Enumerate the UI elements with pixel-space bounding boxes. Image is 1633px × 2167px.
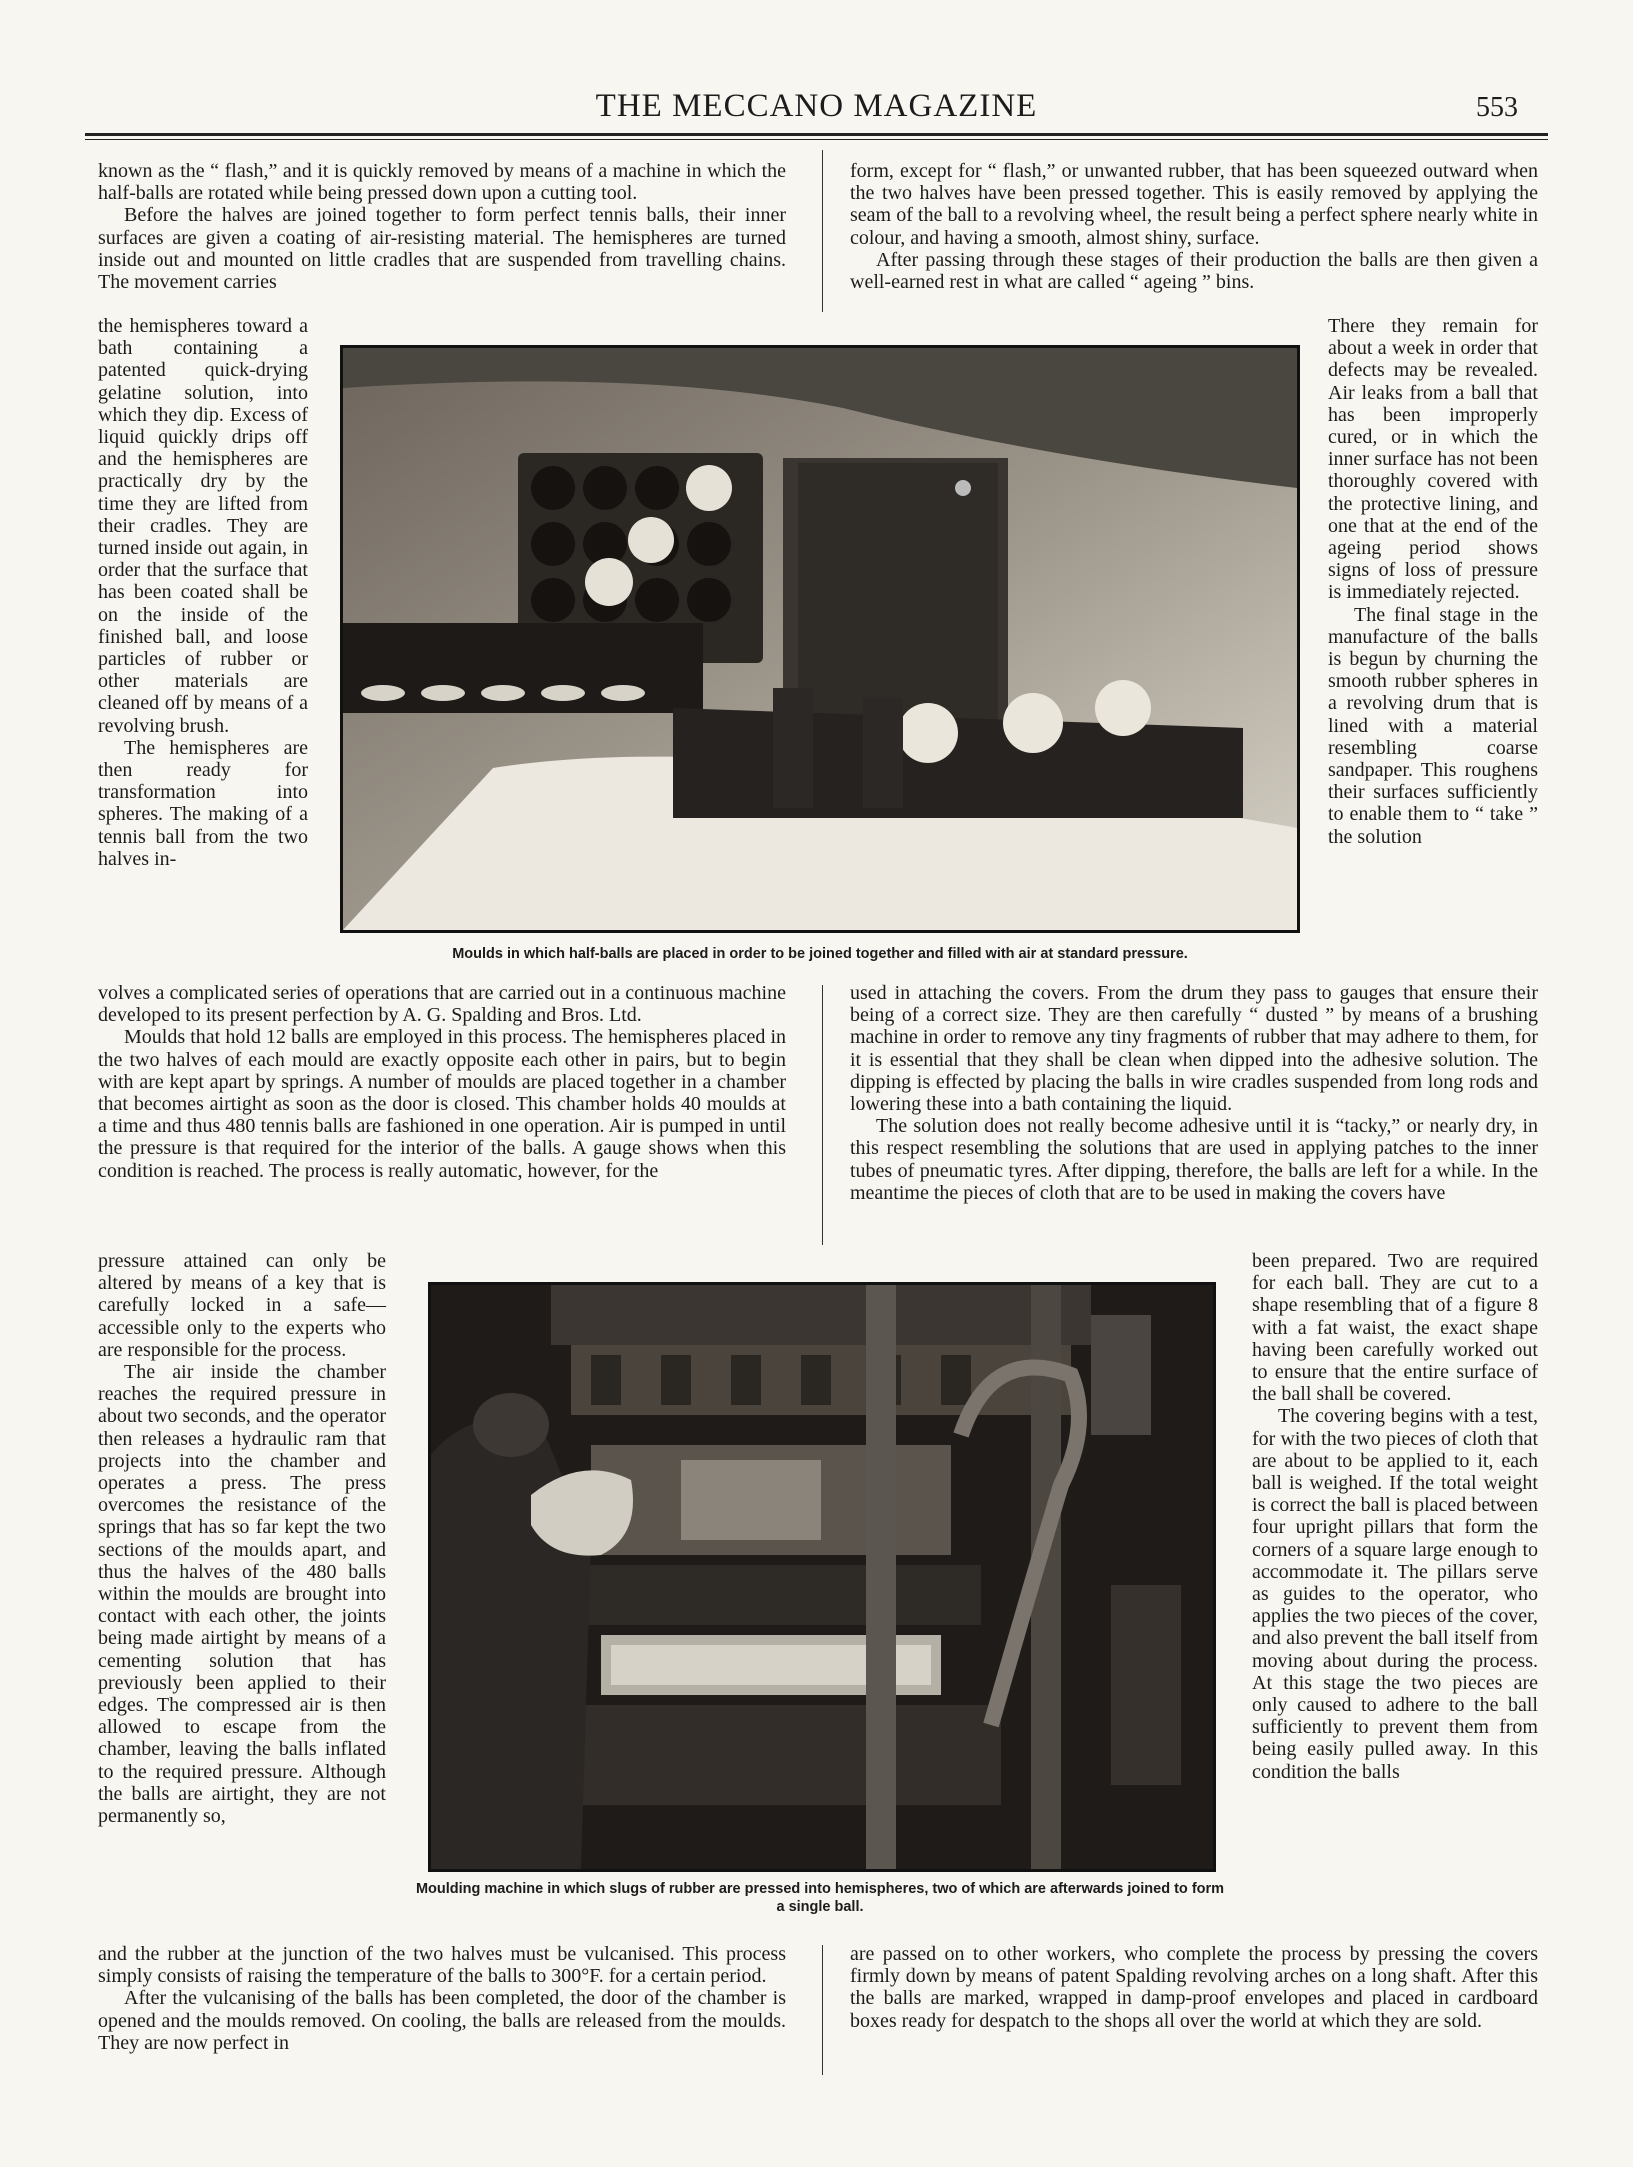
- paragraph: the hemispheres toward a bath containing a patented quick-drying gelatine solution, into which they dip. Excess of liquid quickly drips off and the hemispheres are practically dry by the time they are lifted from their cradles. They are turned inside out again, in order that the surface that has been coated shall be on the inside of the finished ball, and loose particles of rubber or other materials are cleaned off by means of a revolving brush.: [98, 315, 308, 737]
- body-text-right-top: [850, 160, 1538, 293]
- column-divider: [822, 1945, 823, 2075]
- body-text-right-narrow-2: [1252, 1250, 1538, 1783]
- paragraph: The hemispheres are then ready for transformation into spheres. The making of a tennis ball from the two halves in-: [98, 736, 308, 870]
- body-text-left-narrow: [98, 315, 308, 870]
- photo-moulding-machine-caption: Moulding machine in which slugs of rubber are pressed into hemispheres, two of which are afterwards joined to form a single ball.: [415, 1881, 1225, 1915]
- paragraph: and the rubber at the junction of the two halves must be vulcanised. This process simply consists of raising the temperature of the balls to 300°F. for a certain period.: [98, 1943, 786, 1988]
- photo-moulds: [340, 345, 1300, 933]
- page-number: 553: [1476, 92, 1518, 123]
- paragraph: are passed on to other workers, who complete the process by pressing the covers firmly down by means of patent Spalding revolving arches on a long shaft. After this the balls are marked, wrapped in damp-proof envelopes and placed in cardboard boxes ready for despatch to the shops all over the world at which they are sold.: [850, 1943, 1538, 2032]
- body-text-left-narrow-2: [98, 1250, 386, 1827]
- magazine-title: THE MECCANO MAGAZINE: [595, 88, 1038, 124]
- paragraph: After passing through these stages of their production the balls are then given a well-earned rest in what are called “ ageing ” bins.: [850, 248, 1538, 294]
- body-text-left-top: [98, 160, 786, 293]
- paragraph: volves a complicated series of operations that are carried out in a continuous machine developed to its present perfection by A. G. Spalding and Bros. Ltd.: [98, 982, 786, 1027]
- body-text-left-bottom: [98, 1943, 786, 2054]
- paragraph: known as the “ flash,” and it is quickly removed by means of a machine in which the half-balls are rotated while being pressed down upon a cutting tool.: [98, 160, 786, 205]
- paragraph: After the vulcanising of the balls has been completed, the door of the chamber is opened and the moulds removed. On cooling, the balls are released from the moulds. They are now perfect in: [98, 1987, 786, 2054]
- photo-moulding-machine: [428, 1282, 1216, 1872]
- photo-moulds-caption: Moulds in which half-balls are placed in order to be joined together and filled with air at standard pressure.: [452, 946, 1188, 962]
- paragraph: Moulds that hold 12 balls are employed in this process. The hemispheres placed in the two halves of each mould are exactly opposite each other in pairs, but to begin with are kept apart by springs. A number of moulds are placed together in a chamber that becomes airtight as soon as the door is closed. This chamber holds 40 moulds at a time and thus 480 tennis balls are fashioned in one operation. Air is pumped in until the pressure is that required for the interior of the balls. A gauge shows when this condition is reached. The process is really automatic, however, for the: [98, 1026, 786, 1182]
- paragraph: The final stage in the manufacture of the balls is begun by churning the smooth rubber spheres in a revolving drum that is lined with a material resembling coarse sandpaper. This roughens their surfaces sufficiently to enable them to “ take ” the solution: [1328, 603, 1538, 848]
- body-text-right-middle: [850, 982, 1538, 1204]
- paragraph: The solution does not really become adhesive until it is “tacky,” or nearly dry, in this respect resembling the solutions that are used in applying patches to the inner tubes of pneumatic tyres. After dipping, therefore, the balls are left for a while. In the meantime the pieces of cloth that are to be used in making the covers have: [850, 1115, 1538, 1204]
- column-divider: [822, 985, 823, 1245]
- body-text-right-narrow: [1328, 315, 1538, 848]
- header-rule-thin: [85, 139, 1548, 140]
- body-text-left-middle: [98, 982, 786, 1182]
- paragraph: used in attaching the covers. From the drum they pass to gauges that ensure their being of a correct size. They are then carefully “ dusted ” by means of a brushing machine in order to remove any tiny fragments of rubber that may adhere to them, for it is essential that they shall be clean when dipped into the adhesive solution. The dipping is effected by placing the balls in wire cradles suspended from long rods and lowering these into a bath containing the liquid.: [850, 982, 1538, 1116]
- paragraph: been prepared. Two are required for each ball. They are cut to a shape resembling that of a figure 8 with a fat waist, the exact shape having been carefully worked out to ensure that the entire surface of the ball shall be covered.: [1252, 1250, 1538, 1406]
- paragraph: The air inside the chamber reaches the required pressure in about two seconds, and the operator then releases a hydraulic ram that projects into the chamber and operates a press. The press overcomes the resistance of the springs that has so far kept the two sections of the moulds apart, and thus the halves of the 480 balls within the moulds are brought into contact with each other, the joints being made airtight by means of a cementing solution that has previously been applied to their edges. The compressed air is then allowed to escape from the chamber, leaving the balls inflated to the required pressure. Although the balls are airtight, they are not permanently so,: [98, 1361, 386, 1828]
- paragraph: There they remain for about a week in order that defects may be revealed. Air leaks from a ball that has been improperly cured, or in which the inner surface has not been thoroughly covered with the protective lining, and one that at the end of the ageing period shows signs of loss of pressure is immediately rejected.: [1328, 315, 1538, 604]
- column-divider: [822, 150, 823, 312]
- header-rule: [85, 133, 1548, 136]
- paragraph: Before the halves are joined together to form perfect tennis balls, their inner surfaces are given a coating of air-resisting material. The hemispheres are turned inside out and mounted on little cradles that are suspended from travelling chains. The movement carries: [98, 204, 786, 294]
- paragraph: The covering begins with a test, for with the two pieces of cloth that are about to be applied to it, each ball is weighed. If the total weight is correct the ball is placed between four upright pillars that form the corners of a square large enough to accommodate it. The pillars serve as guides to the operator, who applies the two pieces of the cover, and also prevent the ball itself from moving about during the process. At this stage the two pieces are only caused to adhere to the ball sufficiently to prevent them from being easily pulled away. In this condition the balls: [1252, 1405, 1538, 1783]
- paragraph: pressure attained can only be altered by means of a key that is carefully locked in a safe—accessible only to the experts who are responsible for the process.: [98, 1250, 386, 1361]
- body-text-right-bottom: [850, 1943, 1538, 2032]
- paragraph: form, except for “ flash,” or unwanted rubber, that has been squeezed outward when the two halves have been pressed together. This is easily removed by applying the seam of the ball to a revolving wheel, the result being a perfect sphere nearly white in colour, and having a smooth, almost shiny, surface.: [850, 160, 1538, 249]
